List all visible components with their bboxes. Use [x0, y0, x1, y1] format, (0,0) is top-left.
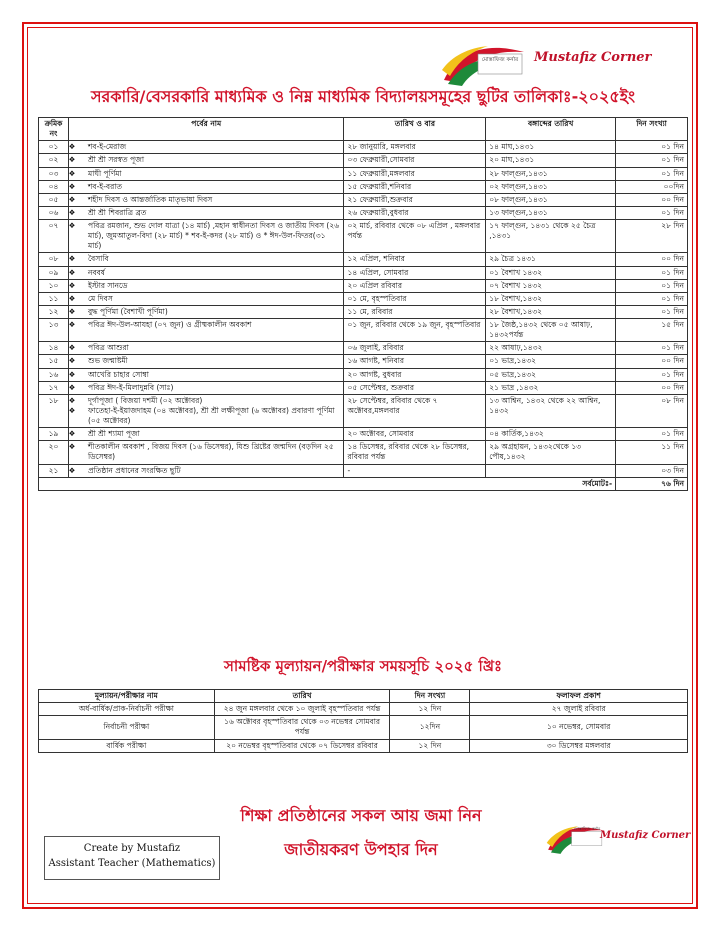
holiday-days: ০০ দিন: [616, 355, 688, 368]
holiday-name-line: [68, 405, 340, 426]
exam-name: অর্ধ-বার্ষিক/প্রাক-নির্বাচনী পরীক্ষা: [39, 703, 215, 716]
holiday-date: ১৪ এপ্রিল, সোমবার: [344, 266, 486, 279]
holiday-name-line: [68, 168, 340, 179]
holiday-name-line: [68, 382, 340, 393]
exam-header-row: [39, 690, 688, 703]
holiday-date: ০৫ সেপ্টেম্বর, শুক্রবার: [344, 381, 486, 394]
holiday-name-cell: [68, 368, 343, 381]
holiday-name-line: [68, 207, 340, 218]
holiday-serial: ১৩: [39, 319, 69, 342]
holiday-name: শীতকালীন অবকাশ , বিজয় দিবস (১৬ ডিসেম্বর), যিশু খ্রিষ্টের জন্মদিন (বড়দিন ২৫ ডিসেম্বর): [87, 442, 334, 462]
holiday-bangla-date: ০১ ভাদ্র,১৪৩২: [486, 355, 616, 368]
holiday-serial: ০৪: [39, 180, 69, 193]
holiday-name: দূর্গাপূজা ( বিজয়া দশমী (০২ অক্টোবর): [87, 395, 203, 405]
holiday-name: মাঘী পূর্ণিমা: [87, 168, 122, 178]
holiday-name: পবিত্র ঈদ-ই-মিলাদুন্নবি (সাঃ): [87, 382, 174, 392]
holiday-name-cell: [68, 441, 343, 464]
holiday-days: ০১ দিন: [616, 292, 688, 305]
holiday-days: ০১ দিন: [616, 279, 688, 292]
holiday-serial: ১৪: [39, 342, 69, 355]
holiday-name: বুদ্ধ পূর্ণিমা (বৈশাখী পূর্ণিমা): [87, 306, 168, 316]
diamond-star-icon: ❖: [68, 320, 76, 329]
holiday-table: [38, 117, 688, 491]
holiday-row: [39, 464, 688, 477]
holiday-row: [39, 266, 688, 279]
holiday-name-line: [68, 254, 340, 264]
holiday-bangla-date: ২০ মাঘ,১৪৩১: [486, 154, 616, 167]
diamond-star-icon: ❖: [68, 155, 76, 165]
holiday-name: প্রতিষ্ঠান প্রধানের সংরক্ষিত ছুটি: [87, 465, 181, 475]
holiday-name-line: [68, 465, 340, 476]
holiday-date: ০৩ ফেব্রুয়ারী,সোমবার: [344, 154, 486, 167]
holiday-bangla-date: [486, 464, 616, 477]
holiday-name: পবিত্র ঈদ-উল-আযহা (০৭ জুন) ও গ্রীষ্মকালীন অবকাশ: [87, 320, 252, 329]
holiday-days: ০৩ দিন: [616, 464, 688, 477]
holiday-name-line: [68, 194, 340, 205]
holiday-serial: ০৩: [39, 167, 69, 180]
holiday-date: ২০ অক্টোবর, সোমবার: [344, 428, 486, 441]
holiday-row: [39, 279, 688, 292]
holiday-bangla-date: ২৯ অগ্রহায়ন, ১৪৩২থেকে ১৩ পৌষ,১৪৩২: [486, 441, 616, 464]
holiday-days: ০৮ দিন: [616, 394, 688, 427]
holiday-bangla-date: ২৮ ফাল্গুন,১৪৩১: [486, 167, 616, 180]
holiday-name-line: [68, 306, 340, 317]
holiday-days: ০১ দিন: [616, 167, 688, 180]
holiday-days: ০০ দিন: [616, 381, 688, 394]
brand-name: Mustafiz Corner: [534, 50, 652, 65]
exam-header-name: মূল্যায়ন/পরীক্ষার নাম: [39, 690, 215, 703]
header-festival: পর্বের নাম: [68, 118, 343, 141]
swoosh-logo-icon: [544, 816, 606, 860]
exam-name: নির্বাচনী পরীক্ষা: [39, 716, 215, 739]
holiday-bangla-date: ১৩ আশ্বিন, ১৪৩২ থেকে ২২ আশ্বিন, ১৪৩২: [486, 394, 616, 427]
holiday-bangla-date: ২৯ চৈত্র ১৪৩১: [486, 253, 616, 266]
holiday-bangla-date: ২১ ভাদ্র ,১৪৩২: [486, 381, 616, 394]
holiday-name-line: [68, 267, 340, 278]
exam-row: [39, 703, 688, 716]
holiday-name: পবিত্র আশুরা: [87, 343, 129, 353]
holiday-name: নববর্ষ: [87, 267, 105, 277]
holiday-row: [39, 154, 688, 167]
holiday-name-line: [68, 343, 340, 353]
holiday-name-cell: [68, 292, 343, 305]
holiday-days: ০০দিন: [616, 180, 688, 193]
diamond-star-icon: ❖: [68, 405, 76, 415]
holiday-bangla-date: ০২ ফাল্গুন,১৪৩১: [486, 180, 616, 193]
holiday-table-body: [39, 141, 688, 477]
holiday-name-cell: [68, 266, 343, 279]
holiday-serial: ১৭: [39, 381, 69, 394]
exam-result: ২৭ জুলাই রবিবার: [470, 703, 688, 716]
diamond-star-icon: ❖: [68, 168, 76, 178]
holiday-name-cell: [68, 355, 343, 368]
holiday-name-line: [68, 395, 340, 406]
holiday-serial: ২০: [39, 441, 69, 464]
holiday-serial: ১৮: [39, 394, 69, 427]
diamond-star-icon: ❖: [68, 293, 76, 303]
holiday-days: ০১ দিন: [616, 206, 688, 219]
holiday-serial: ০৮: [39, 253, 69, 266]
holiday-row: [39, 441, 688, 464]
holiday-name-cell: [68, 167, 343, 180]
holiday-bangla-date: ০৫ ভাদ্র,১৪৩২: [486, 368, 616, 381]
holiday-date: ১১ ফেব্রুয়ারী,মঙ্গলবার: [344, 167, 486, 180]
holiday-row: [39, 206, 688, 219]
holiday-name-cell: [68, 141, 343, 154]
header-bangla-date: বঙ্গাব্দের তারিখ: [486, 118, 616, 141]
holiday-name: মে দিবস: [87, 293, 113, 303]
holiday-name-cell: [68, 394, 343, 427]
holiday-name-cell: [68, 220, 343, 253]
diamond-star-icon: ❖: [68, 221, 76, 230]
holiday-name: ফাতেহা-ই-ইয়াজদাহম (০৪ অক্টোবর), শ্রী শ্রী লক্ষীপূজা (৬ অক্টোবর) প্রবারণা পূর্ণিমা (০৫ অক্টোবর): [87, 405, 335, 425]
holiday-date: ২০ এপ্রিল রবিবার: [344, 279, 486, 292]
diamond-star-icon: ❖: [68, 254, 76, 264]
brand-logo-bottom: [544, 816, 694, 860]
holiday-name-line: [68, 280, 340, 291]
holiday-name: শব-ই-মেরাজ: [87, 142, 127, 152]
logo-caption-bottom: মোস্তাফিজ কর্নার: [573, 826, 601, 831]
holiday-row: [39, 141, 688, 154]
diamond-star-icon: ❖: [68, 356, 76, 366]
holiday-name-cell: [68, 381, 343, 394]
holiday-serial: ০৬: [39, 206, 69, 219]
holiday-name-cell: [68, 342, 343, 355]
holiday-row: [39, 253, 688, 266]
holiday-serial: ১১: [39, 292, 69, 305]
holiday-date: ২৬ ফেব্রুয়ারী,বুধবার: [344, 206, 486, 219]
exam-days: ১২ দিন: [390, 739, 470, 752]
holiday-date: ১১ মে, রবিবার: [344, 305, 486, 318]
total-label: সর্বমোটঃ-: [39, 477, 616, 490]
holiday-days: ১১ দিন: [616, 441, 688, 464]
holiday-row: [39, 292, 688, 305]
holiday-header-row: [39, 118, 688, 141]
holiday-name-cell: [68, 193, 343, 206]
holiday-serial: ০৯: [39, 266, 69, 279]
diamond-star-icon: ❖: [68, 280, 76, 290]
creator-name: Create by Mustafiz: [83, 843, 181, 854]
exam-header-result: ফলাফল প্রকাশ: [470, 690, 688, 703]
holiday-days: ২৮ দিন: [616, 220, 688, 253]
holiday-bangla-date: ০৪ কার্তিক,১৪৩২: [486, 428, 616, 441]
holiday-days: ০০ দিন: [616, 253, 688, 266]
exam-date: ২৪ জুন মঙ্গলবার থেকে ১০ জুলাই বৃহস্পতিবার পর্যন্ত: [214, 703, 390, 716]
diamond-star-icon: ❖: [68, 429, 76, 439]
page-title: সরকারি/বেসরকারি মাধ্যমিক ও নিম্ন মাধ্যমিক বিদ্যালয়সমূহের ছুটির তালিকাঃ-২০২৫ইং: [90, 87, 636, 106]
exam-name: বার্ষিক পরীক্ষা: [39, 739, 215, 752]
diamond-star-icon: ❖: [68, 181, 76, 191]
holiday-bangla-date: ০১ বৈশাখ ১৪৩২: [486, 266, 616, 279]
holiday-name-line: [68, 320, 340, 330]
holiday-date: ১৫ ফেব্রুয়ারী,শনিবার: [344, 180, 486, 193]
holiday-serial: ০৫: [39, 193, 69, 206]
diamond-star-icon: ❖: [68, 465, 76, 475]
holiday-row: [39, 355, 688, 368]
holiday-bangla-date: ০৭ বৈশাখ ১৪৩২: [486, 279, 616, 292]
holiday-days: ০১ দিন: [616, 154, 688, 167]
holiday-name-line: [68, 181, 340, 192]
holiday-name-cell: [68, 305, 343, 318]
exam-row: [39, 716, 688, 739]
holiday-name: শ্রী শ্রী শ্যামা পূজা: [87, 429, 140, 439]
exam-header-date: তারিখ: [214, 690, 390, 703]
slogan-line-1: শিক্ষা প্রতিষ্ঠানের সকল আয় জমা নিন: [240, 806, 482, 825]
holiday-name-line: [68, 155, 340, 165]
exam-date: ১৬ অক্টোবর বৃহস্পতিবার থেকে ০৩ নভেম্বর সোমবার পর্যন্ত: [214, 716, 390, 739]
diamond-star-icon: ❖: [68, 306, 76, 316]
exam-table: [38, 689, 688, 753]
total-days: ৭৬ দিন: [616, 477, 688, 490]
holiday-name-cell: [68, 206, 343, 219]
holiday-bangla-date: ২৮ বৈশাখ,১৪৩২: [486, 305, 616, 318]
exam-days: ১২ দিন: [390, 703, 470, 716]
holiday-days: ০১ দিন: [616, 305, 688, 318]
holiday-row: [39, 319, 688, 342]
holiday-days: ০১ দিন: [616, 266, 688, 279]
holiday-date: -: [344, 464, 486, 477]
holiday-name: শ্রী শ্রী শিবরাত্রি ব্রত: [87, 207, 147, 217]
holiday-name-line: [68, 142, 340, 152]
header-date: তারিখ ও বার: [344, 118, 486, 141]
holiday-days: ০১ দিন: [616, 141, 688, 154]
holiday-bangla-date: ১৪ মাঘ,১৪৩১: [486, 141, 616, 154]
holiday-name-cell: [68, 319, 343, 342]
holiday-row: [39, 167, 688, 180]
holiday-bangla-date: ১৩ ফাল্গুন,১৪৩১: [486, 206, 616, 219]
holiday-name-line: [68, 221, 340, 251]
holiday-name: শুভ জন্মাষ্টমী: [87, 356, 128, 366]
holiday-days: ০১ দিন: [616, 342, 688, 355]
holiday-name-line: [68, 369, 340, 380]
holiday-name: বৈসাবি: [87, 254, 109, 264]
exam-result: ৩০ ডিসেম্বর মঙ্গলবার: [470, 739, 688, 752]
holiday-name-cell: [68, 464, 343, 477]
holiday-name: পবিত্র রমজান, শুভ দোল যাত্রা (১৪ মার্চ) ,মহান স্বাধীনতা দিবস ও জাতীয় দিবস (২৬ মার্চ), জুমআতুল-বিদা (২৮ মার্চ) * শব-ই-কদর (২৮ মার্চ) ও * ঈদ-উল-ফিতর(৩১ মার্চ): [87, 221, 340, 251]
holiday-row: [39, 381, 688, 394]
exam-title: সামষ্টিক মূল্যায়ন/পরীক্ষার সময়সূচি ২০২৫ খ্রিঃ: [223, 657, 502, 675]
holiday-name-cell: [68, 154, 343, 167]
holiday-date: ০১ জুন, রবিবার থেকে ১৯ জুন, বৃহস্পতিবার: [344, 319, 486, 342]
holiday-bangla-date: ১৮ জৈষ্ঠ,১৪৩২ থেকে ০৫ আষাঢ়, ১৪৩২পর্যন্ত: [486, 319, 616, 342]
diamond-star-icon: ❖: [68, 369, 76, 379]
holiday-date: ১৪ ডিসেম্বর, রবিবার থেকে ২৮ ডিসেম্বর, রবিবার পর্যন্ত: [344, 441, 486, 464]
holiday-name-line: [68, 293, 340, 304]
exam-result: ১০ নভেম্বর, সোমবার: [470, 716, 688, 739]
holiday-row: [39, 342, 688, 355]
diamond-star-icon: ❖: [68, 207, 76, 217]
holiday-name-cell: [68, 428, 343, 441]
holiday-serial: ১৫: [39, 355, 69, 368]
exam-header-days: দিন সংখ্যা: [390, 690, 470, 703]
holiday-name-line: [68, 429, 340, 439]
holiday-row: [39, 394, 688, 427]
diamond-star-icon: ❖: [68, 343, 76, 353]
diamond-star-icon: ❖: [68, 442, 76, 452]
header-serial: ক্রমিক নং: [39, 118, 69, 141]
holiday-name-cell: [68, 253, 343, 266]
holiday-serial: ১২: [39, 305, 69, 318]
holiday-days: ০০ দিন: [616, 193, 688, 206]
holiday-row: [39, 193, 688, 206]
holiday-row: [39, 305, 688, 318]
slogan-line-2: জাতীয়করণ উপহার দিন: [284, 840, 438, 859]
holiday-serial: ০১: [39, 141, 69, 154]
holiday-bangla-date: ২২ আষাঢ়,১৪৩২: [486, 342, 616, 355]
holiday-bangla-date: ০৮ ফাল্গুন,১৪৩১: [486, 193, 616, 206]
holiday-days: ০১ দিন: [616, 428, 688, 441]
creator-role: Assistant Teacher (Mathematics): [48, 857, 216, 869]
holiday-serial: ১৬: [39, 368, 69, 381]
holiday-serial: ১৯: [39, 428, 69, 441]
holiday-name: শহীদ দিবস ও আন্তর্জাতিক মাতৃভাষা দিবস: [87, 194, 213, 204]
holiday-name: শ্রী শ্রী সরস্বত পূজা: [87, 155, 144, 165]
holiday-name-line: [68, 442, 340, 462]
holiday-row: [39, 220, 688, 253]
holiday-date: ২১ ফেব্রুয়ারী,শুক্রবার: [344, 193, 486, 206]
holiday-bangla-date: ১৭ ফাল্গুন, ১৪৩১ থেকে ২৫ চৈত্র ,১৪৩১: [486, 220, 616, 253]
creator-box: [44, 836, 220, 880]
holiday-bangla-date: ১৮ বৈশাখ,১৪৩২: [486, 292, 616, 305]
holiday-date: ২০ আগষ্ট, বুধবার: [344, 368, 486, 381]
exam-table-body: [39, 703, 688, 753]
holiday-name: ইস্টার সানডে: [87, 280, 128, 290]
holiday-row: [39, 180, 688, 193]
holiday-date: ০২ মার্চ, রবিবার থেকে ০৮ এপ্রিল , মঙ্গলবার পর্যন্ত: [344, 220, 486, 253]
diamond-star-icon: ❖: [68, 267, 76, 277]
holiday-row: [39, 428, 688, 441]
holiday-date: ১৬ আগষ্ট, শনিবার: [344, 355, 486, 368]
diamond-star-icon: ❖: [68, 194, 76, 204]
header-days: দিন সংখ্যা: [616, 118, 688, 141]
holiday-name-cell: [68, 279, 343, 292]
exam-row: [39, 739, 688, 752]
holiday-row: [39, 368, 688, 381]
diamond-star-icon: ❖: [68, 382, 76, 392]
holiday-date: ১২ এপ্রিল, শনিবার: [344, 253, 486, 266]
holiday-days: ০১ দিন: [616, 368, 688, 381]
holiday-name: আখেরি চাহার সোম্বা: [87, 369, 149, 379]
diamond-star-icon: ❖: [68, 395, 76, 405]
brand-logo: [438, 40, 658, 86]
holiday-days: ১৫ দিন: [616, 319, 688, 342]
holiday-serial: ২১: [39, 464, 69, 477]
holiday-serial: ০৭: [39, 220, 69, 253]
diamond-star-icon: ❖: [68, 142, 76, 152]
holiday-name: শব-ই-বরাত: [87, 181, 123, 191]
total-row: [39, 477, 688, 490]
holiday-name-cell: [68, 180, 343, 193]
holiday-date: ০৬ জুলাই, রবিবার: [344, 342, 486, 355]
exam-date: ২০ নভেম্বর বৃহস্পতিবার থেকে ০৭ ডিসেম্বর রবিবার: [214, 739, 390, 752]
holiday-date: ২৮ জানুয়ারি, মঙ্গলবার: [344, 141, 486, 154]
exam-days: ১২দিন: [390, 716, 470, 739]
holiday-serial: ০২: [39, 154, 69, 167]
logo-caption: মোস্তাফিজ কর্নার: [481, 57, 519, 63]
holiday-name-line: [68, 356, 340, 366]
holiday-date: ২৮ সেপ্টেম্বর, রবিবার থেকে ৭ অক্টোবর,মঙ্গলবার: [344, 394, 486, 427]
holiday-date: ০১ মে, বৃহস্পতিবার: [344, 292, 486, 305]
holiday-serial: ১০: [39, 279, 69, 292]
brand-name-bottom: Mustafiz Corner: [600, 830, 691, 841]
